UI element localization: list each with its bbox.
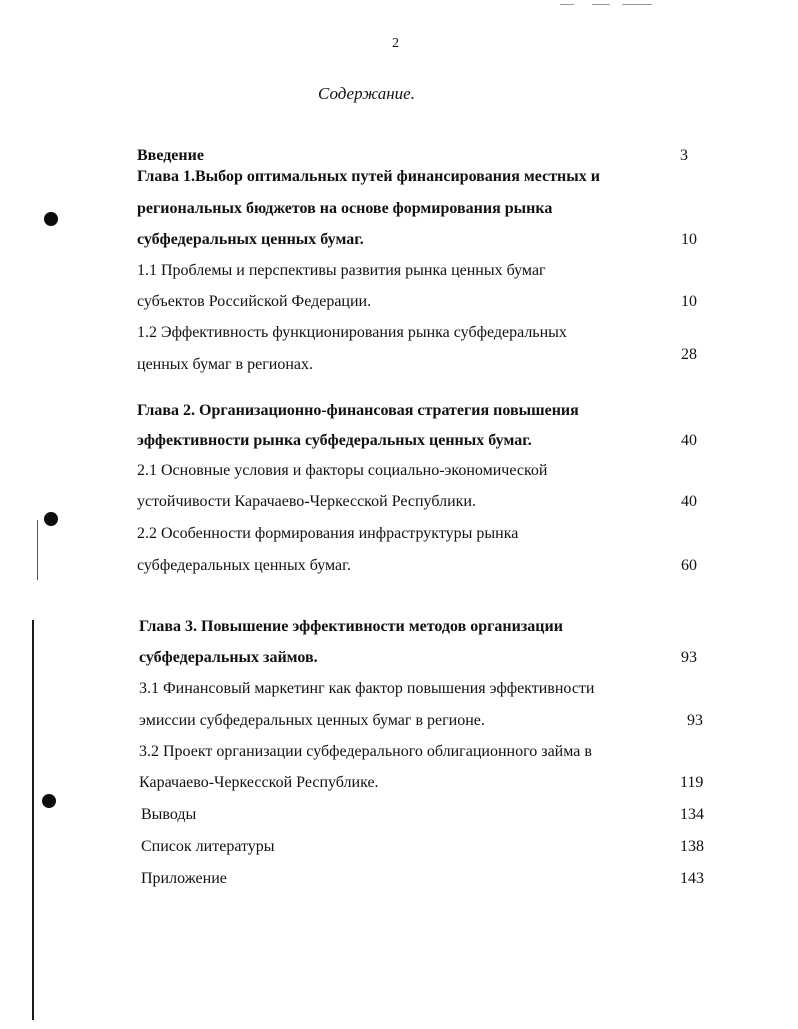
- toc-page: 28: [681, 346, 697, 363]
- toc-line: субфедеральных займов.: [139, 649, 318, 666]
- toc-line: Выводы: [141, 806, 197, 823]
- toc-line: субфедеральных ценных бумаг.: [137, 231, 364, 248]
- toc-page: 134: [680, 806, 704, 823]
- scan-artifact: [622, 4, 652, 5]
- toc-page: 10: [681, 293, 697, 310]
- toc-line: Введение: [137, 147, 204, 164]
- toc-page: 10: [681, 231, 697, 248]
- toc-line: 3.2 Проект организации субфедерального облигационного займа в: [139, 743, 592, 760]
- page-title: Содержание.: [318, 84, 415, 103]
- toc-line: эффективности рынка субфедеральных ценных бумаг.: [137, 432, 532, 449]
- toc-line: 2.1 Основные условия и факторы социально-экономической: [137, 462, 548, 479]
- toc-line: Глава 1.Выбор оптимальных путей финансирования местных и: [137, 168, 600, 185]
- toc-line: Карачаево-Черкесской Республике.: [139, 774, 379, 791]
- scan-edge-line: [37, 520, 38, 580]
- toc-page: 93: [687, 712, 703, 729]
- toc-line: Глава 2. Организационно-финансовая стратегия повышения: [137, 402, 579, 419]
- toc-line: Глава 3. Повышение эффективности методов организации: [139, 618, 563, 635]
- toc-page: 40: [681, 432, 697, 449]
- toc-line: региональных бюджетов на основе формирования рынка: [137, 200, 553, 217]
- scan-artifact: [560, 4, 574, 5]
- toc-page: 60: [681, 557, 697, 574]
- toc-line: 3.1 Финансовый маркетинг как фактор повышения эффективности: [139, 680, 595, 697]
- toc-line: субфедеральных ценных бумаг.: [137, 557, 351, 574]
- toc-line: Список литературы: [141, 838, 275, 855]
- toc-line: 2.2 Особенности формирования инфраструктуры рынка: [137, 525, 519, 542]
- punch-hole-mark: [44, 512, 58, 526]
- toc-page: 138: [680, 838, 704, 855]
- toc-line: Приложение: [141, 870, 227, 887]
- toc-line: субъектов Российской Федерации.: [137, 293, 372, 310]
- punch-hole-mark: [42, 794, 56, 808]
- toc-page: 119: [680, 774, 704, 791]
- scan-artifact: [592, 4, 610, 5]
- page-number: 2: [392, 36, 399, 51]
- toc-line: устойчивости Карачаево-Черкесской Республики.: [137, 493, 476, 510]
- scan-edge-line: [32, 620, 34, 1020]
- punch-hole-mark: [44, 212, 58, 226]
- toc-line: ценных бумаг в регионах.: [137, 356, 313, 373]
- toc-page: 93: [681, 649, 697, 666]
- toc-line: эмиссии субфедеральных ценных бумаг в регионе.: [139, 712, 485, 729]
- toc-page: 3: [680, 147, 688, 164]
- toc-line: 1.2 Эффективность функционирования рынка субфедеральных: [137, 324, 567, 341]
- toc-page: 143: [680, 870, 704, 887]
- toc-line: 1.1 Проблемы и перспективы развития рынка ценных бумаг: [137, 262, 546, 279]
- toc-page: 40: [681, 493, 697, 510]
